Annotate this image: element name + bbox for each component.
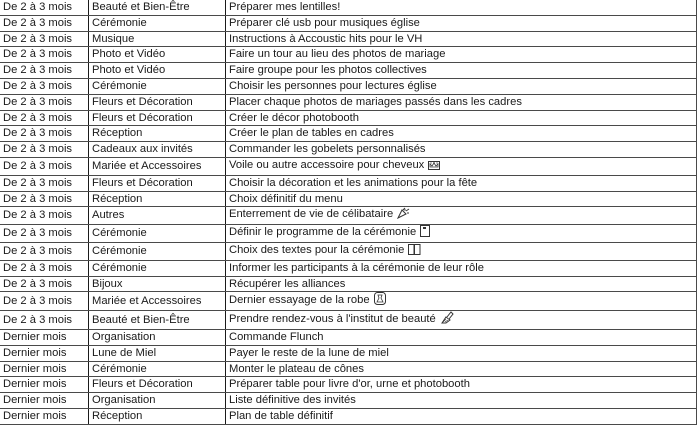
table-row <box>0 31 697 47</box>
period-text: De 2 à 3 mois <box>3 48 73 61</box>
category-cell[interactable] <box>89 175 226 191</box>
task-text: Payer le reste de la lune de miel <box>229 346 389 359</box>
task-cell[interactable] <box>226 126 697 142</box>
table-row <box>0 292 697 311</box>
task-text: Dernier essayage de la robe <box>229 294 370 307</box>
period-cell[interactable] <box>0 175 89 191</box>
category-text: Mariée et Accessoires <box>92 294 202 307</box>
task-text: Faire groupe pour les photos collectives <box>229 64 427 77</box>
task-cell[interactable] <box>226 207 697 225</box>
period-text: De 2 à 3 mois <box>3 227 73 240</box>
category-cell[interactable] <box>89 94 226 110</box>
category-text: Réception <box>92 192 143 205</box>
task-text: Récupérer les alliances <box>229 277 346 290</box>
table-row <box>0 78 697 94</box>
period-text: De 2 à 3 mois <box>3 244 73 257</box>
table-row <box>0 175 697 191</box>
category-cell[interactable] <box>89 47 226 63</box>
category-text: Cérémonie <box>92 244 147 257</box>
period-cell[interactable] <box>0 260 89 276</box>
table-row <box>0 47 697 63</box>
category-text: Beauté et Bien-Être <box>92 313 190 326</box>
period-cell[interactable] <box>0 311 89 330</box>
period-text: De 2 à 3 mois <box>3 192 73 205</box>
task-cell[interactable] <box>226 110 697 126</box>
category-text: Cérémonie <box>92 16 147 29</box>
task-text: Instructions à Accoustic hits pour le VH <box>229 32 423 45</box>
period-text: De 2 à 3 mois <box>3 261 73 274</box>
period-cell[interactable] <box>0 63 89 79</box>
period-cell[interactable] <box>0 329 89 345</box>
period-text: De 2 à 3 mois <box>3 32 73 45</box>
period-text: De 2 à 3 mois <box>3 111 73 124</box>
nail-polish-icon <box>440 311 454 329</box>
task-cell[interactable] <box>226 345 697 361</box>
table-row <box>0 110 697 126</box>
table-row <box>0 225 697 243</box>
task-cell[interactable] <box>226 225 697 243</box>
category-text: Photo et Vidéo <box>92 64 166 77</box>
category-text: Organisation <box>92 330 156 343</box>
period-cell[interactable] <box>0 94 89 110</box>
category-text: Fleurs et Décoration <box>92 111 193 124</box>
period-cell[interactable] <box>0 126 89 142</box>
period-cell[interactable] <box>0 345 89 361</box>
period-cell[interactable] <box>0 142 89 158</box>
period-text: De 2 à 3 mois <box>3 277 73 290</box>
period-cell[interactable] <box>0 0 89 15</box>
period-cell[interactable] <box>0 377 89 393</box>
period-text: De 2 à 3 mois <box>3 209 73 222</box>
category-text: Fleurs et Décoration <box>92 95 193 108</box>
table-row <box>0 393 697 409</box>
category-cell[interactable] <box>89 191 226 207</box>
category-text: Réception <box>92 127 143 140</box>
table-row <box>0 377 697 393</box>
category-text: Cadeaux aux invités <box>92 143 193 156</box>
table-row <box>0 0 697 15</box>
category-text: Cérémonie <box>92 261 147 274</box>
period-text: De 2 à 3 mois <box>3 79 73 92</box>
period-cell[interactable] <box>0 15 89 31</box>
period-text: Dernier mois <box>3 409 67 422</box>
task-text: Prendre rendez-vous à l'institut de beauté <box>229 313 436 326</box>
period-text: Dernier mois <box>3 330 67 343</box>
period-text: De 2 à 3 mois <box>3 294 73 307</box>
task-cell[interactable] <box>226 242 697 260</box>
category-text: Organisation <box>92 394 156 407</box>
task-cell[interactable] <box>226 292 697 311</box>
table-row <box>0 345 697 361</box>
task-cell[interactable] <box>226 311 697 330</box>
category-text: Lune de Miel <box>92 346 157 359</box>
period-text: De 2 à 3 mois <box>3 159 73 172</box>
period-text: Dernier mois <box>3 362 67 375</box>
category-text: Fleurs et Décoration <box>92 176 193 189</box>
period-text: De 2 à 3 mois <box>3 127 73 140</box>
category-text: Cérémonie <box>92 362 147 375</box>
task-text: Créer le décor photobooth <box>229 111 359 124</box>
period-text: De 2 à 3 mois <box>3 176 73 189</box>
dress-icon <box>374 292 386 310</box>
table-row <box>0 242 697 260</box>
task-cell[interactable] <box>226 142 697 158</box>
task-text: Faire un tour au lieu des photos de mariage <box>229 48 446 61</box>
period-text: De 2 à 3 mois <box>3 16 73 29</box>
task-text: Liste définitive des invités <box>229 394 356 407</box>
task-text: Enterrement de vie de célibataire <box>229 208 394 221</box>
task-cell[interactable] <box>226 15 697 31</box>
category-text: Cérémonie <box>92 227 147 240</box>
task-cell[interactable] <box>226 157 697 175</box>
category-cell[interactable] <box>89 157 226 175</box>
period-cell[interactable] <box>0 242 89 260</box>
category-text: Cérémonie <box>92 79 147 92</box>
category-text: Beauté et Bien-Être <box>92 1 190 13</box>
task-text: Placer chaque photos de mariages passés dans les cadres <box>229 95 522 108</box>
category-text: Bijoux <box>92 277 123 290</box>
category-cell[interactable] <box>89 377 226 393</box>
category-cell[interactable] <box>89 110 226 126</box>
task-cell[interactable] <box>226 94 697 110</box>
category-cell[interactable] <box>89 142 226 158</box>
table-row <box>0 311 697 330</box>
category-cell[interactable] <box>89 63 226 79</box>
task-cell[interactable] <box>226 63 697 79</box>
period-text: De 2 à 3 mois <box>3 95 73 108</box>
task-cell[interactable] <box>226 377 697 393</box>
task-text: Préparer mes lentilles! <box>229 1 341 13</box>
period-text: De 2 à 3 mois <box>3 1 73 13</box>
table-row <box>0 329 697 345</box>
category-text: Musique <box>92 32 135 45</box>
period-cell[interactable] <box>0 207 89 225</box>
category-cell[interactable] <box>89 260 226 276</box>
party-icon <box>397 207 410 224</box>
task-text: Commande Flunch <box>229 330 324 343</box>
table-row <box>0 126 697 142</box>
task-text: Préparer table pour livre d'or, urne et photobooth <box>229 378 470 391</box>
table-row <box>0 63 697 79</box>
task-text: Monter le plateau de cônes <box>229 362 364 375</box>
period-cell[interactable] <box>0 225 89 243</box>
task-cell[interactable] <box>226 260 697 276</box>
period-cell[interactable] <box>0 276 89 292</box>
period-cell[interactable] <box>0 292 89 311</box>
category-cell[interactable] <box>89 31 226 47</box>
task-text: Préparer clé usb pour musiques église <box>229 16 420 29</box>
task-text: Choix des textes pour la cérémonie <box>229 243 405 256</box>
table-row <box>0 157 697 175</box>
period-text: Dernier mois <box>3 346 67 359</box>
category-text: Mariée et Accessoires <box>92 159 202 172</box>
category-cell[interactable] <box>89 361 226 377</box>
category-cell[interactable] <box>89 311 226 330</box>
table-row <box>0 191 697 207</box>
period-text: Dernier mois <box>3 378 67 391</box>
category-cell[interactable] <box>89 393 226 409</box>
category-text: Réception <box>92 409 143 422</box>
category-cell[interactable] <box>89 242 226 260</box>
category-cell[interactable] <box>89 276 226 292</box>
task-cell[interactable] <box>226 361 697 377</box>
category-cell[interactable] <box>89 292 226 311</box>
table-row <box>0 94 697 110</box>
period-text: Dernier mois <box>3 394 67 407</box>
category-cell[interactable] <box>89 15 226 31</box>
task-cell[interactable] <box>226 0 697 15</box>
table-row <box>0 361 697 377</box>
period-text: De 2 à 3 mois <box>3 313 73 326</box>
period-cell[interactable] <box>0 78 89 94</box>
task-cell[interactable] <box>226 191 697 207</box>
tiara-icon <box>428 159 440 175</box>
category-cell[interactable] <box>89 78 226 94</box>
category-cell[interactable] <box>89 329 226 345</box>
task-text: Commander les gobelets personnalisés <box>229 143 426 156</box>
category-cell[interactable] <box>89 126 226 142</box>
period-cell[interactable] <box>0 157 89 175</box>
table-row <box>0 260 697 276</box>
table-row <box>0 15 697 31</box>
period-cell[interactable] <box>0 110 89 126</box>
category-cell[interactable] <box>89 345 226 361</box>
task-text: Choix définitif du menu <box>229 192 343 205</box>
category-cell[interactable] <box>89 0 226 15</box>
task-text: Voile ou autre accessoire pour cheveux <box>229 158 425 171</box>
category-cell[interactable] <box>89 207 226 225</box>
task-cell[interactable] <box>226 78 697 94</box>
table-row <box>0 207 697 225</box>
task-cell[interactable] <box>226 276 697 292</box>
task-text: Choisir les personnes pour lectures église <box>229 79 437 92</box>
category-text: Photo et Vidéo <box>92 48 166 61</box>
period-text: De 2 à 3 mois <box>3 143 73 156</box>
table-row <box>0 142 697 158</box>
period-cell[interactable] <box>0 31 89 47</box>
task-text: Créer le plan de tables en cadres <box>229 127 394 140</box>
category-cell[interactable] <box>89 225 226 243</box>
task-cell[interactable] <box>226 329 697 345</box>
task-cell[interactable] <box>226 47 697 63</box>
period-cell[interactable] <box>0 361 89 377</box>
booklet-icon <box>420 225 430 242</box>
task-text: Plan de table définitif <box>229 409 333 422</box>
category-text: Autres <box>92 209 125 222</box>
task-cell[interactable] <box>226 393 697 409</box>
task-cell[interactable] <box>226 31 697 47</box>
period-text: De 2 à 3 mois <box>3 64 73 77</box>
task-text: Définir le programme de la cérémonie <box>229 226 417 239</box>
period-cell[interactable] <box>0 47 89 63</box>
task-cell[interactable] <box>226 175 697 191</box>
period-cell[interactable] <box>0 191 89 207</box>
open-book-icon <box>408 244 421 260</box>
period-cell[interactable] <box>0 393 89 409</box>
category-text: Fleurs et Décoration <box>92 378 193 391</box>
task-text: Choisir la décoration et les animations pour la fête <box>229 176 478 189</box>
table-row <box>0 276 697 292</box>
task-text: Informer les participants à la cérémonie de leur rôle <box>229 261 484 274</box>
